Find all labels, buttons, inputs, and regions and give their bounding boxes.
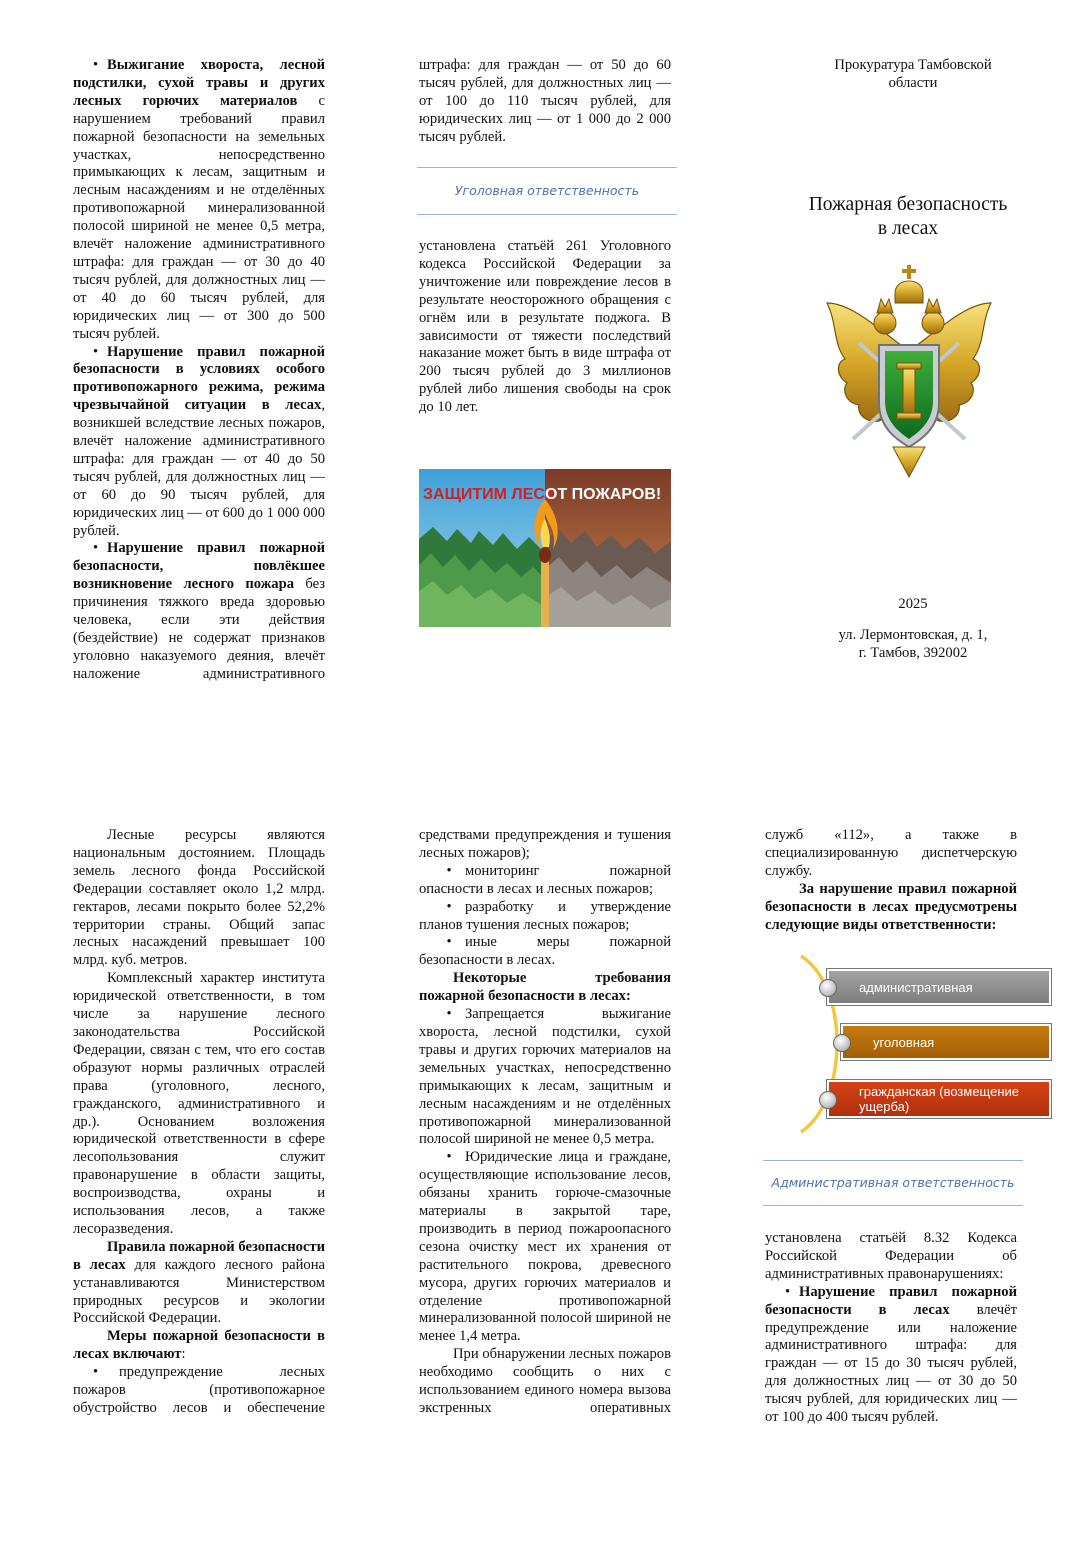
banner-text-right: ОТ ПОЖАРОВ! [545,486,662,503]
requirement-burning-ban: • Запрещается выжигание хвороста, лесной подстилки, сухой травы и других горючих материалов на земельных участках, непосредственно примыкающих к лесам, защитным и лесным насаждениям и не отделённых противопожарной минерализованной полосой шириной не менее 0,5 метра. [419,1006,671,1149]
bullet-special-regime-text: , возникшей вследствие лесных пожаров, влечёт наложение административного штрафа: для граждан — от 40 до 50 тысяч рублей, для должностных лиц — от 60 до 90 тысяч рублей, для юридических лиц — от 600 до 1 000 000 рублей. [73,397,325,539]
bullet-rules-violation-bold: Нарушение правил пожарной безопасности в лесах [765,1283,1017,1318]
diagram-knob-3 [819,1091,837,1109]
cover-year: 2025 [898,596,928,612]
liability-item-administrative [827,969,1051,1005]
measure-item-prevention: • предупреждение лесных пожаров (противопожарное обустройство лесов и обеспечение [73,1364,325,1418]
cover-title [780,193,1036,241]
bullet-burning-bold: Выжигание хвороста, лесной подстилки, сухой травы и других лесных горючих материалов [73,57,325,109]
fire-rules-text: для каждого лесного района устанавливаются Министерством природных ресурсов и экологии Российской Федерации. [73,1256,326,1327]
requirements-heading [419,970,671,1006]
bullet-forest-fire [73,540,325,683]
protect-forests-banner [419,469,671,627]
measure-item-plans: • разработку и утверждение планов тушения лесных пожаров; [419,899,671,935]
report-fires-paragraph: При обнаружении лесных пожаров необходимо сообщить о них с использованием единого номера вызова экстренных оперативных [419,1346,671,1416]
address-line1: ул. Лермонтовская, д. 1, [838,627,988,643]
forest-resources-paragraph: Лесные ресурсы являются национальным достоянием. Площадь земель лесного фонда Российской Федерации составляет около 1,2 млрд. гектаров, лесами покрыто более 52,2% территории страны. Общий запас лесных насаждений превышает 100 млрд. куб. метров. [73,827,325,969]
liability-item-criminal [841,1024,1051,1060]
bullet-rules-violation [765,1284,1017,1427]
prosecutor-emblem [823,263,995,481]
liability-types-intro-bold: За нарушение правил пожарной безопасности в лесах предусмотрены следующие виды ответственности: [765,880,1017,933]
requirements-heading-bold: Некоторые требования пожарной безопасности в лесах: [419,970,671,1005]
administrative-liability-block [765,1230,1017,1427]
administrative-liability-heading-text: Административная ответственность [771,1175,1015,1190]
double-headed-eagle-icon [823,263,995,481]
liability-item-administrative-label: административная [859,979,973,995]
diagram-knob-2 [833,1034,851,1052]
criminal-liability-heading [417,167,677,215]
cover-address [806,627,1020,663]
cover-organization [806,57,1020,93]
measure-item-monitoring: • мониторинг пожарной опасности в лесах и лесных пожаров; [419,863,671,899]
fire-rules-bold: Правила пожарной безопасности в лесах [73,1238,325,1273]
title-line2: в лесах [877,218,939,239]
fine-continuation: штрафа: для граждан — от 50 до 60 тысяч рублей, для должностных лиц — от 100 до 110 тысяч рублей, для юридических лиц — от 1 000 до 2 000 тысяч рублей. [419,57,671,145]
measures-bold: Меры пожарной безопасности в лесах включают [73,1328,325,1363]
forest-fire-illustration [419,469,671,627]
organization-line2: области [888,74,938,91]
requirement-fuel-storage: • Юридические лица и граждане, осуществляющие использование лесов, обязаны хранить горюче-смазочные материалы в закрытой таре, производить в период пожароопасного сезона очистку мест их хранения от растительного покрова, древесного мусора, других горючих материалов и отделение противопожарной минерализованной полосой шириной не менее 1,4 метра. [419,1149,671,1346]
page1-middle-column [419,57,671,147]
liability-types-intro [765,881,1017,935]
page1-left-column [73,57,325,684]
measures-text: : [181,1346,186,1363]
administrative-liability-heading [763,1160,1023,1206]
measure-item-other: • иные меры пожарной безопасности в лесах. [419,934,671,970]
criminal-liability-text-block [419,238,671,417]
criminal-liability-heading-text: Уголовная ответственность [454,183,640,198]
banner-text-left: ЗАЩИТИМ ЛЕСА [423,486,557,503]
title-line1: Пожарная безопасность [808,194,1008,215]
liability-institute-paragraph: Комплексный характер института юридической ответственности, в том числе за нарушение лесного законодательства Российской Федерации, связан с тем, что его состав образуют нормы различных отраслей права (уголовного, лесного, гражданского, административного и др.). Основанием возложения юридической ответственности в сфере лесопользования служит правонарушение в области защиты, воспроизводства, охраны и использования лесов, а также лесоразведения. [73,970,325,1237]
liability-item-criminal-label: уголовная [873,1034,935,1050]
address-line2: г. Тамбов, 392002 [858,644,968,661]
bullet-special-regime-bold: Нарушение правил пожарной безопасности в условиях особого противопожарного режима, режима чрезвычайной ситуации в лесах [73,343,325,414]
emergency-services-continued: служб «112», а также в специализированную диспетчерскую службу. [765,827,1017,879]
organization-line1: Прокуратура Тамбовской [834,57,992,73]
page2-left-column [73,827,325,1418]
bullet-rules-violation-text: влечёт предупреждение или наложение административного штрафа: для граждан — от 15 до 30 тысяч рублей, для должностных лиц — от 30 до 50 тысяч рублей, для юридических лиц — от 100 до 400 тысяч рублей. [765,1301,1017,1426]
measures-paragraph [73,1328,325,1364]
liability-types-diagram [765,950,1065,1140]
criminal-liability-text: установлена статьёй 261 Уголовного кодекса Российской Федерации за уничтожение или повреждение лесов в результате неосторожного обращения с огнём или в результате поджога. В зависимости от тяжести последствий наказание может быть в виде штрафа от 200 тысяч рублей до 3 миллионов рублей либо лишения свободы на срок до 10 лет. [419,238,671,416]
liability-item-civil-label: гражданская (возмещение ущерба) [859,1084,1019,1114]
bullet-burning-text: с нарушением требований правил пожарной безопасности на земельных участках, непосредственно примыкающих к лесам, защитным и лесным насаждениям и не отделённых противопожарной минерализованной полосой шириной не менее 0,5 метра, влечёт наложение административного штрафа: для граждан — от 30 до 40 тысяч рублей, для должностных лиц — от 40 до 60 тысяч рублей, для юридических лиц — от 300 до 500 тысяч рублей. [73,92,325,342]
bullet-forest-fire-bold: Нарушение правил пожарной безопасности, повлёкшее возникновение лесного пожара [73,540,325,593]
bullet-burning [73,57,325,344]
bullet-special-regime [73,344,325,541]
bullet-forest-fire-text: без причинения тяжкого вреда здоровью человека, если эти действия (бездействие) не содержат признаков уголовно наказуемого деяния, влечёт наложение административного [73,576,325,682]
measure-item-prevention-continued: средствами предупреждения и тушения лесных пожаров); [419,827,671,861]
liability-item-civil [827,1080,1051,1118]
page2-right-column [765,827,1017,934]
fire-rules-paragraph [73,1239,325,1329]
administrative-liability-text: установлена статьёй 8.32 Кодекса Российской Федерации об административных правонарушениях: [765,1230,1017,1282]
page2-middle-column [419,827,671,1418]
diagram-knob-1 [819,979,837,997]
